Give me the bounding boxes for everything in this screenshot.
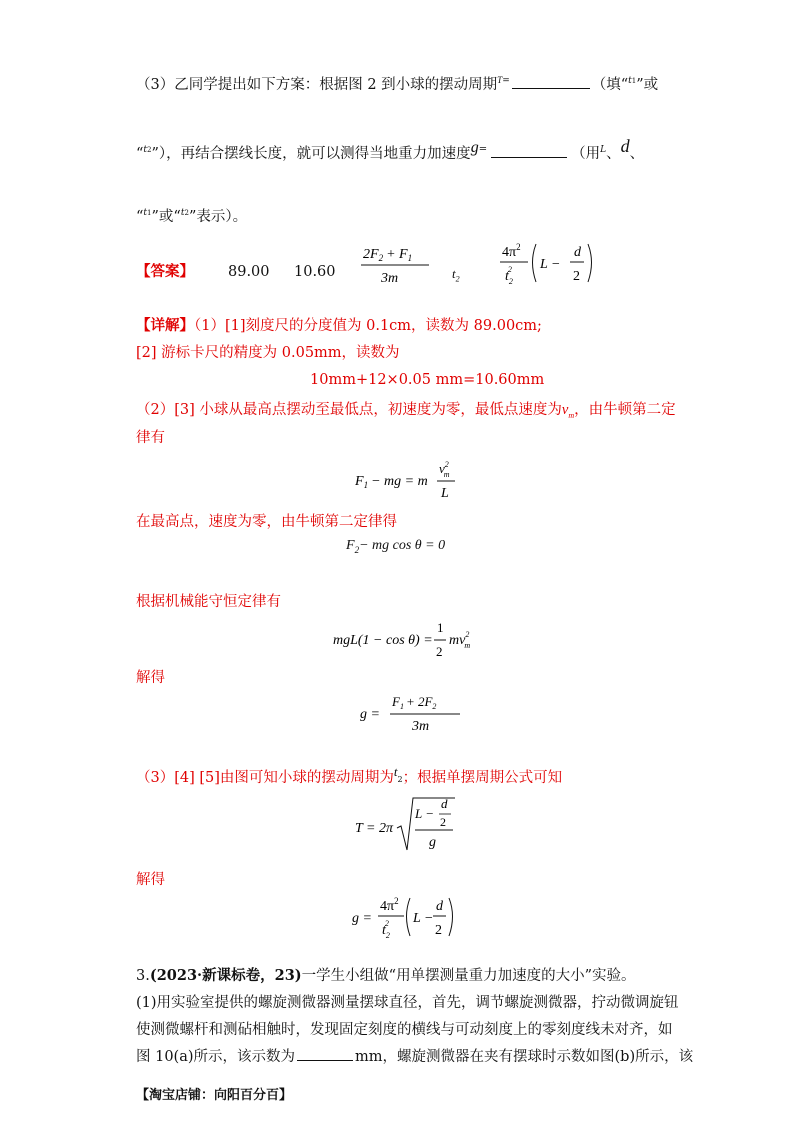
lhs: T = 2π xyxy=(355,821,393,836)
answer-value-2: 10.60 xyxy=(294,264,336,280)
svg-text:F1+ 2F2 xyxy=(391,694,436,711)
var-g: g xyxy=(470,139,479,156)
question-3-line-3 xyxy=(136,203,247,227)
equation-1 xyxy=(355,455,465,505)
F: F xyxy=(355,474,364,489)
num: 4π xyxy=(380,899,395,914)
equation-5 xyxy=(355,792,465,856)
detail-line-10: 解得 xyxy=(136,872,165,888)
num: 2F xyxy=(363,247,379,262)
var-t1: t xyxy=(143,208,148,218)
sub: m xyxy=(568,410,575,420)
sup: 2 xyxy=(384,919,389,928)
svg-text:4π2 xyxy=(502,242,521,260)
var-T: T xyxy=(497,75,503,85)
answer-fraction-5 xyxy=(496,236,596,292)
two: 2 xyxy=(440,815,446,829)
sub: 2 xyxy=(147,146,152,154)
lhs: mgL(1 − cos θ) = xyxy=(333,633,433,648)
d: d xyxy=(436,899,443,914)
text: “ xyxy=(136,208,144,225)
sub: 1 xyxy=(631,77,637,85)
var-L: L xyxy=(600,145,607,155)
svg-text:v2m xyxy=(439,460,450,479)
num: 4π xyxy=(502,245,517,260)
svg-text:4π2 xyxy=(380,896,399,914)
num: 1 xyxy=(437,620,444,635)
svg-text:mv2m xyxy=(449,630,470,650)
v: v xyxy=(561,402,569,418)
den: 2 xyxy=(436,644,443,659)
detail-line-1 xyxy=(136,316,542,336)
svg-text:t22 xyxy=(505,265,513,286)
sup: 2 xyxy=(465,630,470,639)
mid: + 2F xyxy=(405,694,433,709)
d: d xyxy=(441,796,448,811)
sub: 2 xyxy=(397,774,403,784)
equation-6 xyxy=(352,890,462,946)
footer-shop: 【淘宝店铺：向阳百分百】 xyxy=(136,1088,293,1103)
text: mm，螺旋测微器在夹有摆球时示数如图(b)所示，该 xyxy=(355,1049,694,1065)
sub: 1 xyxy=(399,702,404,711)
answer-blank-g xyxy=(491,157,567,158)
mv: mv xyxy=(449,633,466,648)
t: t xyxy=(393,764,398,779)
sub: 2 xyxy=(385,931,390,940)
detail-label: 【详解】 xyxy=(136,317,194,334)
question-3-line-1 xyxy=(136,70,658,95)
sup: 2 xyxy=(394,896,399,906)
answer-blank-reading xyxy=(297,1060,353,1061)
text: （3）乙同学提出如下方案：根据图 2 到小球的摆动周期 xyxy=(136,76,498,93)
den: t xyxy=(382,923,386,938)
var-t2: t xyxy=(180,208,185,218)
sub: m xyxy=(443,470,450,479)
var-t1: t xyxy=(628,76,632,86)
den: t xyxy=(505,269,509,284)
sub: 2 xyxy=(455,274,460,284)
answer-value-4 xyxy=(452,266,460,284)
text: ”表示）。 xyxy=(188,208,248,225)
text: 、 xyxy=(629,145,645,162)
text: ”或“ xyxy=(151,208,181,225)
text: （1）[1]刻度尺的分度值为 0.1cm，读数为 89.00cm; xyxy=(194,318,542,334)
sub: m xyxy=(464,641,471,650)
sub: 2 xyxy=(508,277,513,286)
L-minus: L − xyxy=(413,911,434,926)
text: 、 xyxy=(606,145,621,162)
mid: − mg = m xyxy=(371,474,428,489)
paren-right xyxy=(449,898,453,936)
text: ”或 xyxy=(636,76,659,93)
svg-text:t22 xyxy=(382,919,390,940)
detail-line-2: [2] 游标卡尺的精度为 0.05mm，读数为 xyxy=(136,345,400,361)
answer-fraction-3 xyxy=(355,240,435,290)
sub: 1 xyxy=(363,480,369,490)
detail-line-6: 在最高点，速度为零，由牛顿第二定律得 xyxy=(136,514,397,530)
text: ；根据单摆周期公式可知 xyxy=(402,769,563,786)
two: 2 xyxy=(573,269,580,284)
question-3-header xyxy=(136,966,635,986)
paren-left xyxy=(533,244,537,282)
L-minus: L − xyxy=(415,806,435,821)
equation-3 xyxy=(333,614,483,664)
var-t2: t xyxy=(143,145,148,155)
den: 3m xyxy=(412,719,430,734)
svg-text:F1− mg = m xyxy=(355,474,428,490)
two: 2 xyxy=(435,923,442,938)
svg-text:2F2+ F1 xyxy=(363,247,412,263)
sub: 1 xyxy=(147,209,152,217)
text: （2）[3] 小球从最高点摆动至最低点，初速度为零，最低点速度为 xyxy=(136,402,562,418)
detail-line-4 xyxy=(136,400,676,426)
text: ，由牛顿第二定 xyxy=(574,402,676,418)
text: （用 xyxy=(571,145,601,162)
L-minus: L − xyxy=(540,257,561,272)
text: “ xyxy=(136,145,144,162)
sup: 2 xyxy=(444,460,449,469)
t: t xyxy=(452,266,456,281)
num: + F xyxy=(386,247,408,262)
source: (2023·新课标卷，23) xyxy=(149,967,302,984)
equals: = xyxy=(478,144,488,155)
text: ”），再结合摆线长度，就可以测得当地重力加速度 xyxy=(151,145,471,162)
question-3-line-a: (1)用实验室提供的螺旋测微器测量摆球直径，首先，调节螺旋测微器，拧动微调旋钮 xyxy=(136,995,679,1011)
L: L xyxy=(441,486,449,501)
v: v xyxy=(439,461,445,476)
text: 一学生小组做“用单摆测量重力加速度的大小”实验。 xyxy=(301,968,636,984)
sub: 2 xyxy=(432,702,437,711)
sub: 2 xyxy=(184,209,189,217)
g: g xyxy=(429,835,436,850)
sub: 2 xyxy=(354,544,360,555)
text: （填“ xyxy=(591,76,629,93)
question-3-line-b: 使测微螺杆和测砧相触时，发现固定刻度的横线与可动刻度上的零刻度线未对齐，如 xyxy=(136,1022,673,1038)
rest: − mg cos θ = 0 xyxy=(359,538,446,553)
F: F xyxy=(392,694,400,709)
sub: 2 xyxy=(378,253,384,263)
equation-2 xyxy=(346,538,445,555)
detail-line-3: 10mm+12×0.05 mm=10.60mm xyxy=(310,372,545,388)
d: d xyxy=(574,245,581,260)
den: 3m xyxy=(381,271,399,286)
detail-line-7: 根据机械能守恒定律有 xyxy=(136,594,281,610)
equals: = xyxy=(502,76,510,86)
lhs: g = xyxy=(360,707,380,722)
detail-line-5: 律有 xyxy=(136,430,165,446)
F: F xyxy=(346,538,355,553)
text: 图 10(a)所示，该示数为 xyxy=(136,1049,296,1065)
sup: 2 xyxy=(516,242,521,252)
sub: 1 xyxy=(407,253,413,263)
equation-4 xyxy=(360,688,470,738)
var-d: d xyxy=(620,136,630,156)
lhs: g = xyxy=(352,911,372,926)
detail-line-9 xyxy=(136,762,562,790)
question-3-line-2 xyxy=(136,136,644,164)
detail-line-8: 解得 xyxy=(136,670,165,686)
paren-right xyxy=(588,244,592,282)
text: （3）[4] [5]由图可知小球的摆动周期为 xyxy=(136,769,394,786)
paren-left xyxy=(407,898,411,936)
answer-value-1: 89.00 xyxy=(228,264,270,280)
question-3-line-c xyxy=(136,1047,693,1067)
answer-blank-T xyxy=(512,88,590,89)
answer-label: 【答案】 xyxy=(136,263,194,280)
num: 3. xyxy=(136,968,150,984)
sup: 2 xyxy=(507,265,512,274)
